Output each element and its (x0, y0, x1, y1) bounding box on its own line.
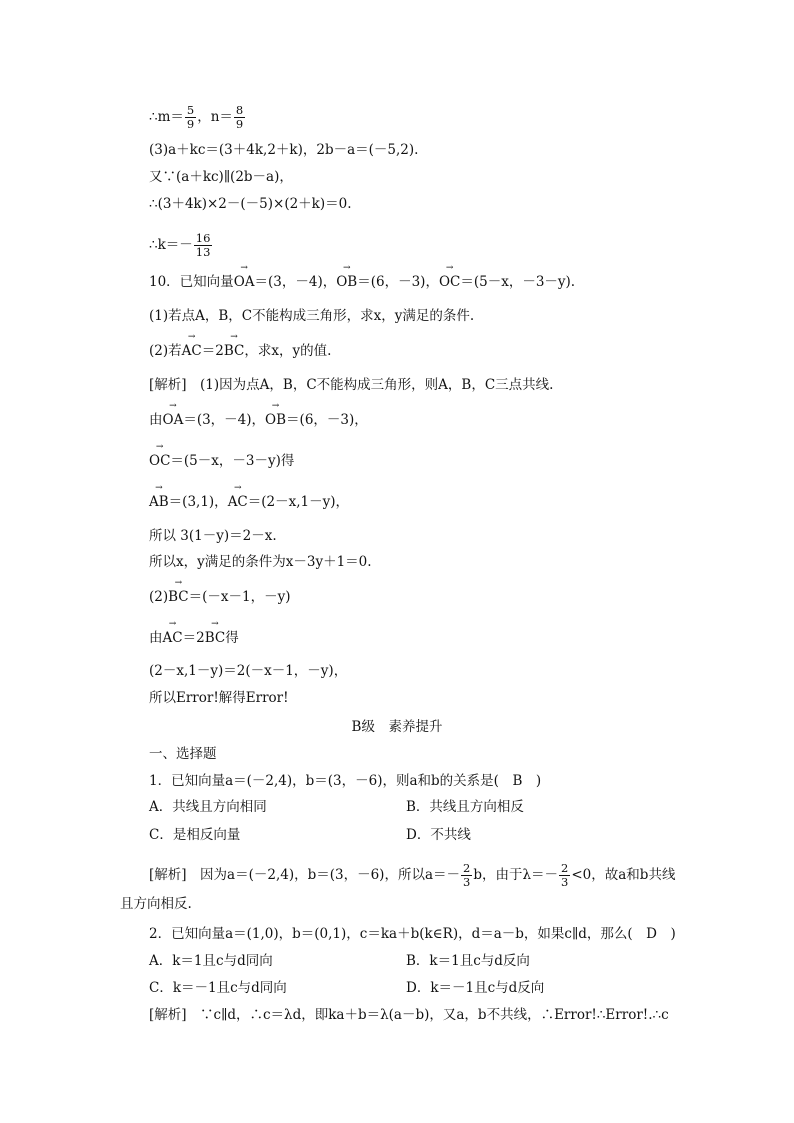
solution-line-parallel: 又∵(a＋kc)∥(2b－a)， (149, 169, 293, 185)
text: [解析] 因为a＝(－2,4)，b＝(3，－6)，所以a＝－ (149, 867, 460, 883)
option-c: C．k＝－1且c与d同向 (149, 980, 287, 996)
analysis-ab-ac (149, 493, 349, 511)
vector-bc: → BC (168, 588, 189, 606)
numerator: 2 (561, 861, 569, 875)
denominator: 9 (186, 117, 195, 131)
question-10 (149, 273, 575, 291)
text: <0，故a和b共线 (571, 867, 676, 883)
vector-ab: → AB (149, 493, 169, 511)
question-1 (149, 772, 541, 790)
solution-line-m-n (149, 104, 246, 131)
analysis-bc (149, 588, 291, 606)
solution-line-k (149, 232, 213, 259)
text: 由 (149, 412, 163, 428)
solution-line-3: (3)a＋kc＝(3＋4k,2＋k)，2b－a＝(－5,2). (149, 142, 419, 158)
option-b: B．共线且方向相反 (406, 799, 524, 815)
text: ＝(2－x,1－y)， (247, 494, 350, 510)
text: ，n＝ (197, 109, 233, 125)
text: (2) (149, 589, 169, 605)
text: ＝(5－x，－3－y). (460, 274, 576, 290)
vector-ac: → AC (182, 342, 202, 360)
text: 1．已知向量a＝(－2,4)，b＝(3，－6)，则a和b的关系是( B ) (149, 773, 542, 789)
text: ＝(5－x，－3－y)得 (170, 453, 295, 469)
analysis-system: (2－x,1－y)＝2(－x－1，－y)， (149, 663, 348, 679)
option-d: D．不共线 (406, 827, 471, 843)
vector-oc: → OC (439, 273, 460, 291)
vector-ob: → OB (265, 411, 286, 429)
question-10-part-2 (149, 342, 331, 360)
text: ＝2 (201, 343, 224, 359)
denominator: 13 (195, 245, 211, 259)
analysis-given (149, 411, 368, 429)
analysis-result: 所以Error!解得Error! (149, 690, 289, 706)
vector-ac: → AC (228, 493, 248, 511)
text: (2)若 (149, 343, 182, 359)
text: ＝(－x－1，－y) (188, 589, 291, 605)
text: ∴m＝ (149, 109, 184, 125)
vector-ob: → OB (336, 273, 357, 291)
numerator: 2 (463, 861, 471, 875)
fraction-2-3 (461, 862, 472, 889)
text: ＝(3，－4)， (254, 274, 337, 290)
analysis-intro: [解析] (1)因为点A，B，C不能构成三角形，则A，B，C三点共线. (149, 377, 554, 393)
text: 得 (225, 630, 239, 646)
fraction-8-9 (234, 104, 245, 131)
vector-bc: → BC (224, 342, 245, 360)
fraction-16-13 (194, 232, 213, 259)
fraction-2-3 (559, 862, 570, 889)
text: ∴k＝－ (149, 237, 193, 253)
vector-ac: → AC (163, 629, 183, 647)
text: ＝(6，－3)， (286, 412, 368, 428)
text: ＝2 (182, 630, 205, 646)
vector-bc: → BC (205, 629, 226, 647)
text: ＝(3，－4)， (183, 412, 266, 428)
part-heading: 一、选择题 (149, 746, 217, 762)
option-d: D．k＝－1且c与d反向 (406, 980, 545, 996)
section-heading: B级 素养提升 (351, 719, 443, 735)
solution-line-equation: ∴(3＋4k)×2－(－5)×(2＋k)＝0. (149, 196, 352, 212)
option-a: A．k＝1且c与d同向 (149, 953, 273, 969)
vector-oa: → OA (234, 273, 255, 291)
text: ，求x，y的值. (244, 343, 332, 359)
analysis-oc (149, 452, 294, 470)
denominator: 3 (463, 875, 471, 889)
option-a: A．共线且方向相同 (149, 799, 267, 815)
numerator: 5 (186, 103, 195, 117)
analysis-condition: 所以x，y满足的条件为x－3y＋1＝0. (149, 554, 372, 570)
option-b: B．k＝1且c与d反向 (406, 953, 530, 969)
text: ＝(3,1)， (168, 494, 228, 510)
numerator: 8 (235, 103, 244, 117)
question-2: 2．已知向量a＝(1,0)，b＝(0,1)，c＝ka＋b(k∈R)，d＝a－b，如果c∥d，那么( D ) (149, 926, 676, 942)
denominator: 3 (561, 875, 569, 889)
denominator: 9 (235, 117, 244, 131)
vector-oa: → OA (163, 411, 184, 429)
text: 由 (149, 630, 163, 646)
analysis-relation: 所以 3(1－y)＝2－x. (149, 528, 277, 544)
vector-oc: → OC (149, 452, 170, 470)
analysis-ac-2bc (149, 629, 239, 647)
text: b，由于λ＝－ (473, 867, 559, 883)
fraction-5-9 (185, 104, 196, 131)
text: 10．已知向量 (149, 274, 234, 290)
solution-q2: [解析] ∵c∥d，∴c＝λd，即ka＋b＝λ(a－b)，又a，b不共线，∴Error!∴Error!.∴c (149, 1007, 669, 1023)
solution-q1-continued: 且方向相反. (120, 896, 192, 912)
numerator: 16 (195, 231, 211, 245)
question-10-part-1: (1)若点A，B，C不能构成三角形，求x，y满足的条件. (149, 308, 475, 324)
text: ＝(6，－3)， (357, 274, 439, 290)
option-c: C．是相反向量 (149, 827, 241, 843)
solution-q1 (149, 862, 675, 889)
